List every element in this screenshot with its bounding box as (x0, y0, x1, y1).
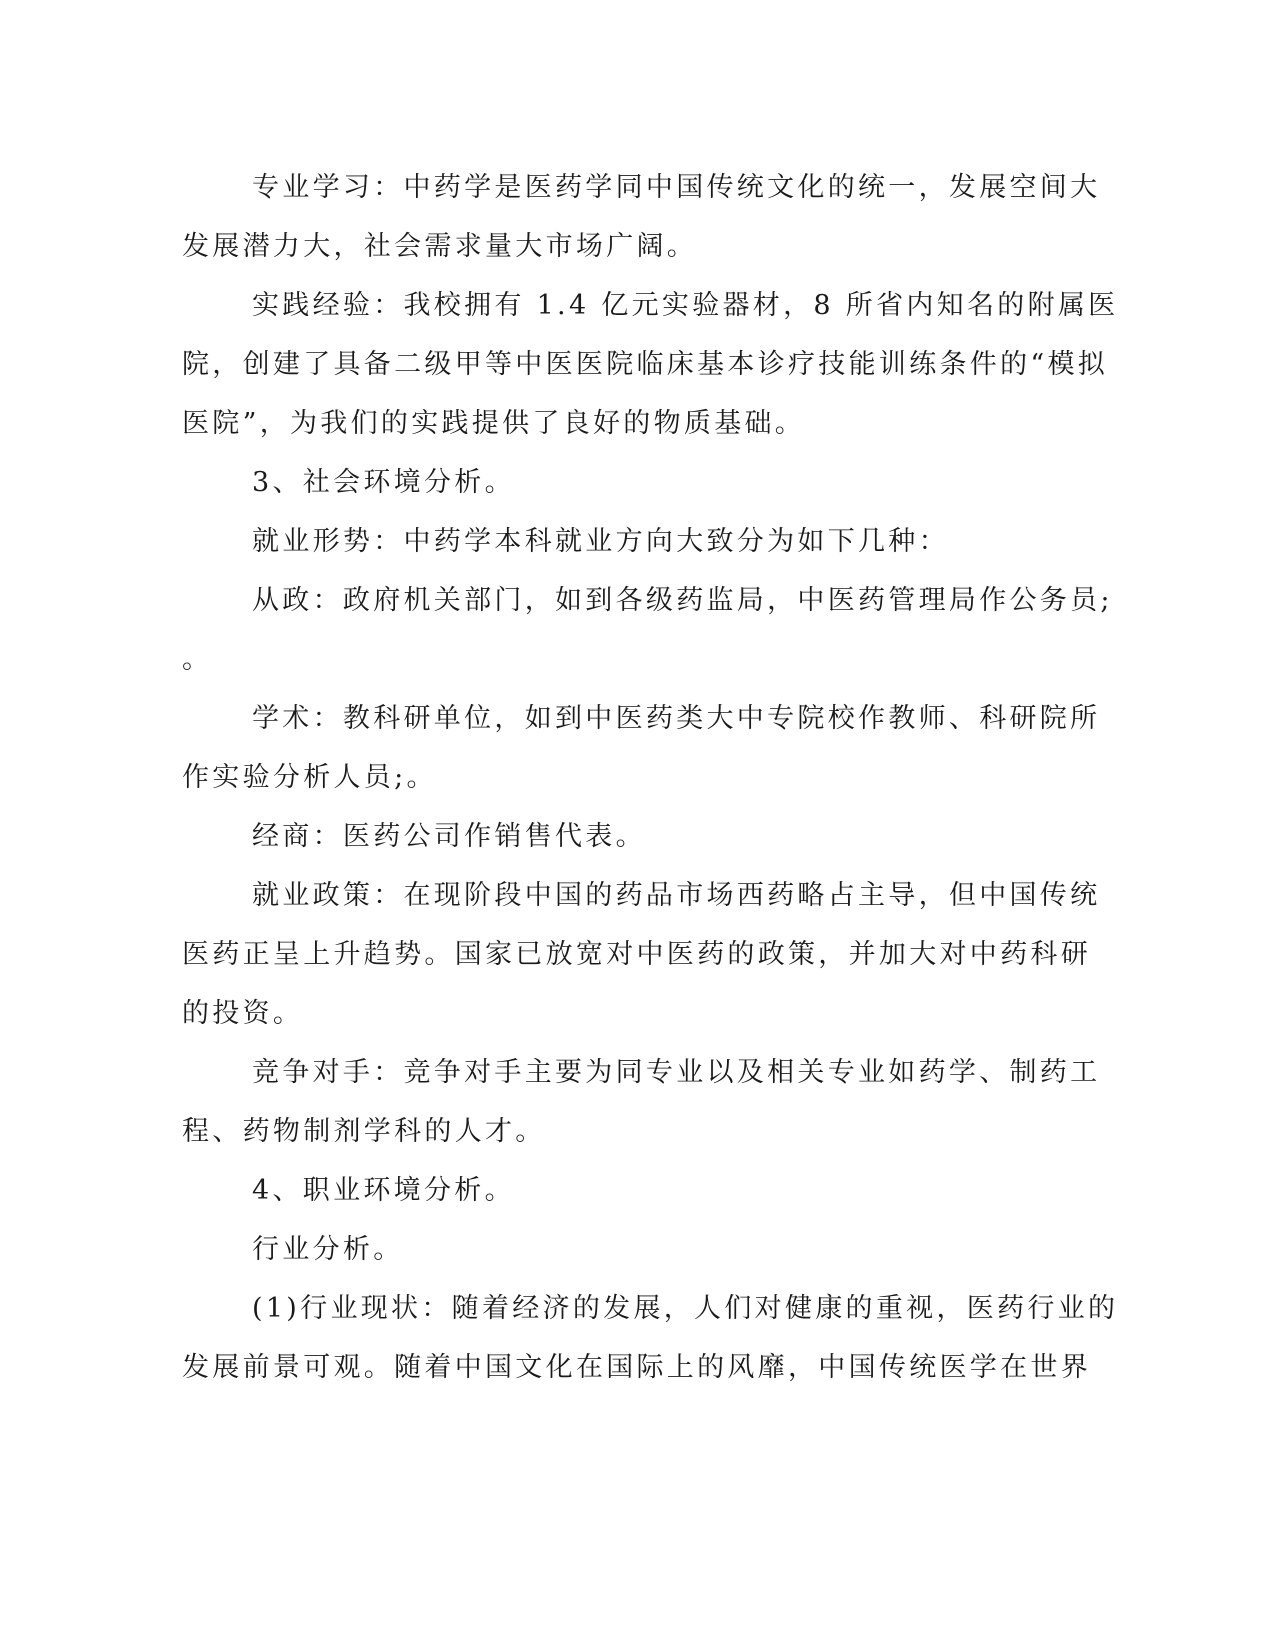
paragraph-line: 经商：医药公司作销售代表。 (252, 821, 646, 852)
paragraph-line: 的投资。 (182, 998, 304, 1029)
paragraph-line: 就业政策：在现阶段中国的药品市场西药略占主导，但中国传统 (252, 880, 1101, 911)
paragraph-line: 实践经验：我校拥有 1.4 亿元实验器材，8 所省内知名的附属医 (252, 290, 1119, 321)
paragraph-line: 专业学习：中药学是医药学同中国传统文化的统一，发展空间大 (252, 172, 1101, 203)
paragraph-line: 从政：政府机关部门，如到各级药监局，中医药管理局作公务员; (252, 585, 1113, 616)
section-heading: 3、社会环境分析。 (252, 467, 515, 498)
paragraph-line: (1)行业现状：随着经济的发展，人们对健康的重视，医药行业的 (252, 1293, 1119, 1324)
paragraph-line: 。 (182, 644, 213, 675)
paragraph-line: 医药正呈上升趋势。国家已放宽对中医药的政策，并加大对中药科研 (182, 939, 1091, 970)
paragraph-line: 发展前景可观。随着中国文化在国际上的风靡，中国传统医学在世界 (182, 1352, 1091, 1383)
paragraph-line: 程、药物制剂学科的人才。 (182, 1116, 546, 1147)
paragraph-line: 院，创建了具备二级甲等中医医院临床基本诊疗技能训练条件的“模拟 (182, 349, 1109, 380)
paragraph-line: 竞争对手：竞争对手主要为同专业以及相关专业如药学、制药工 (252, 1057, 1101, 1088)
paragraph-line: 医院”，为我们的实践提供了良好的物质基础。 (182, 408, 806, 439)
paragraph-line: 就业形势：中药学本科就业方向大致分为如下几种： (252, 526, 949, 557)
section-heading: 4、职业环境分析。 (252, 1175, 515, 1206)
paragraph-line: 学术：教科研单位，如到中医药类大中专院校作教师、科研院所 (252, 703, 1101, 734)
paragraph-line: 发展潜力大，社会需求量大市场广阔。 (182, 231, 698, 262)
paragraph-line: 作实验分析人员;。 (182, 762, 437, 793)
subsection-heading: 行业分析。 (252, 1234, 404, 1265)
